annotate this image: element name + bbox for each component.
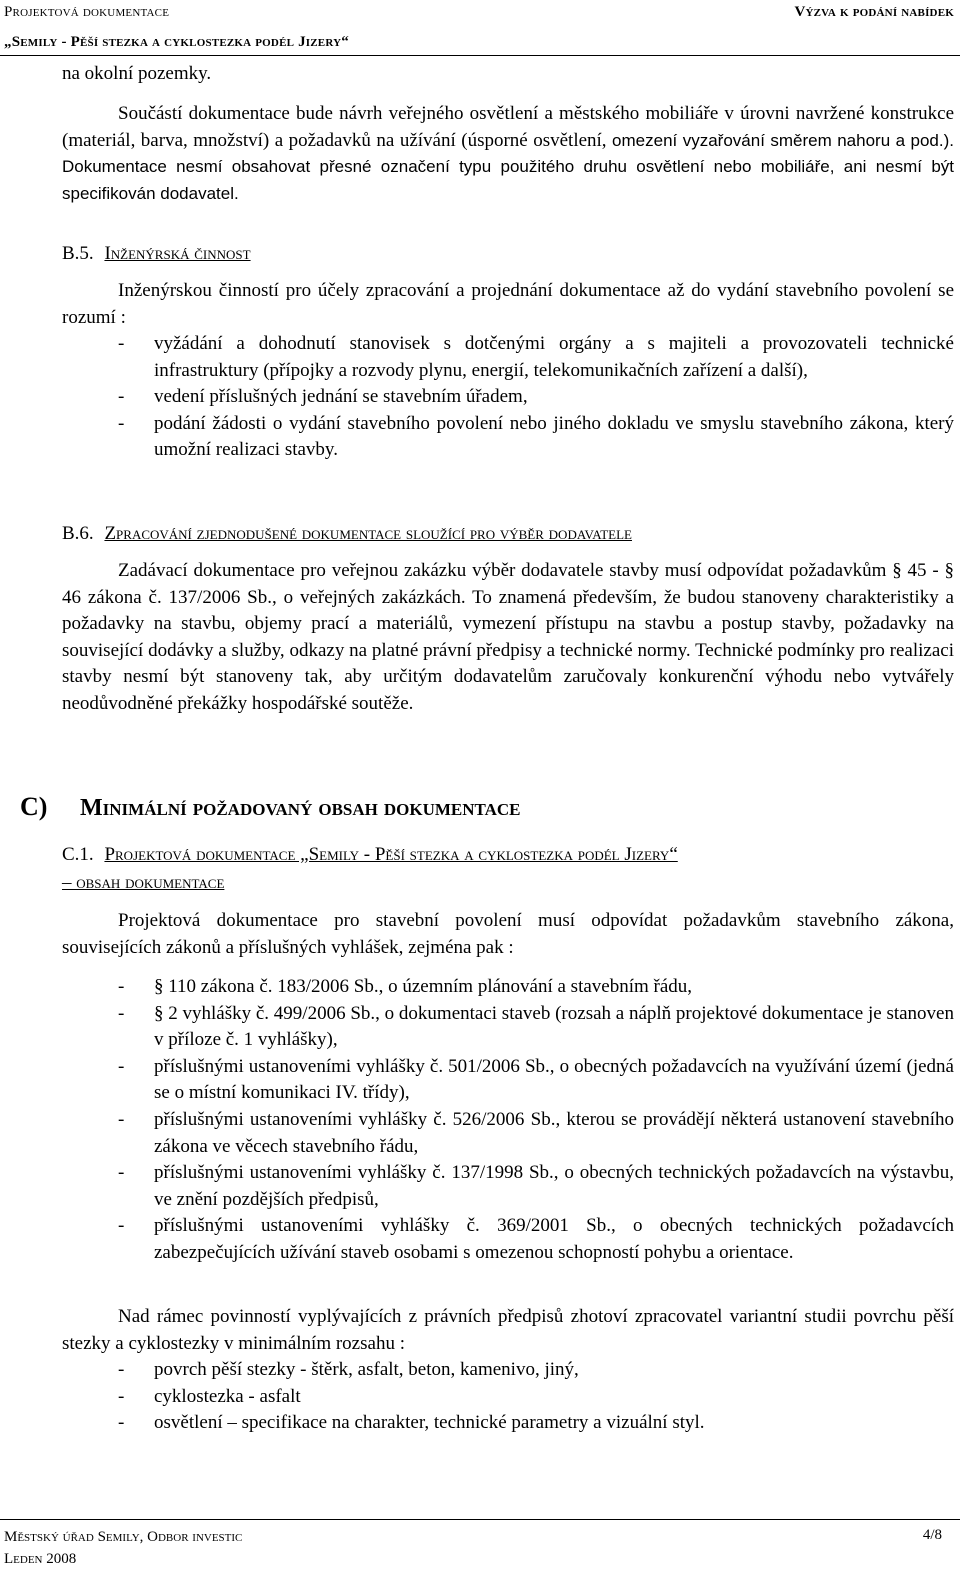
list-item: - podání žádosti o vydání stavebního povolení nebo jiného dokladu ve smyslu stavebního zákona, který umožní realizaci stavby. [118,412,954,461]
section-b6-number: B.6. [62,523,94,544]
section-b5-title: Inženýrská činnost [104,243,251,264]
section-c1-subtitle: – obsah dokumentace [62,872,225,893]
list-item: - vedení příslušných jednání se stavebním úřadem, [118,386,528,408]
section-b6-text: Zadávací dokumentace pro veřejnou zakázku výběr dodavatele stavby musí odpovídat požadavkům § 45 - § 46 zákona č. 137/2006 Sb., o veřejných zakázkách. To znamená především, že budou stanoveny charakteristiky a požadavky na stavbu, objemy prací a materiálů, vymezení přístupu na stavbu a postup stavby, požadavky na související dodávky a služby, odkazy na platné právní předpisy a technické normy. Technické podmínky pro realizaci stavby nesmí být stanoveny tak, aby určitým dodavatelům zaručovaly konkurenční výhodu nebo vytvářely neodůvodněné překážky hospodářské soutěže. [62,560,954,714]
list-item: - cyklostezka - asfalt [118,1385,301,1407]
section-c-heading [20,792,521,822]
footer-page-number: 4/8 [922,1527,942,1543]
list-item: - příslušnými ustanoveními vyhlášky č. 369/2001 Sb., o obecných technických požadavcích zabezpečujících užívání staveb osobami s omezenou schopností pohybu a orientace. [118,1215,954,1263]
footer-rule [0,1519,960,1520]
study-list [62,1357,954,1437]
list-item: - příslušnými ustanoveními vyhlášky č. 501/2006 Sb., o obecných požadavcích na využívání území (jedná se o místní komunikaci IV. třídy), [118,1055,954,1104]
study-intro: Nad rámec povinností vyplývajících z právních předpisů zhotoví zpracovatel variantní studii povrchu pěší stezky a cyklostezky v minimálním rozsahu : [62,1306,954,1354]
section-c1-number: C.1. [62,844,94,865]
list-item: - vyžádání a dohodnutí stanovisek s dotčenými orgány a s majiteli a provozovateli technické infrastruktury (přípojky a rozvody plynu, energií, telekomunikačních zařízení a další), [118,333,954,381]
section-b5-intro: Inženýrskou činností pro účely zpracování a projednání dokumentace až do vydání stavebního povolení se rozumí : [62,280,954,328]
section-c-letter: C) [20,792,48,821]
header-document-title: Projektová dokumentace [4,4,170,20]
footer-organization: Městský úřad Semily, Odbor investic [4,1529,243,1545]
section-b5-heading [62,242,251,266]
list-item: - § 2 vyhlášky č. 499/2006 Sb., o dokumentaci staveb (rozsah a náplň projektové dokumentace je stanoven v příloze č. 1 vyhlášky), [118,1002,954,1051]
section-b6-title: Zpracování zjednodušené dokumentace sloužící pro výběr dodavatele [104,523,632,544]
continuation-text: na okolní pozemky. [62,63,212,84]
section-c1-list [62,974,954,1267]
list-item: - § 110 zákona č. 183/2006 Sb., o územním plánování a stavebním řádu, [118,976,693,997]
section-c-title: Minimální požadovaný obsah dokumentace [80,795,521,821]
header-project-name: „Semily - Pěší stezka a cyklostezka podél Jizery“ [4,34,349,50]
header-section-title: Výzva k podání nabídek [794,4,954,20]
list-item: - příslušnými ustanoveními vyhlášky č. 137/1998 Sb., o obecných technických požadavcích na výstavbu, ve znění pozdějších předpisů, [118,1162,954,1210]
lighting-text-serif: Součástí dokumentace bude návrh veřejného osvětlení a městského mobiliáře v úrovni navržené konstrukce (materiál, barva, množství) a požadavků na užívání (úsporné osvětlení, [62,103,954,151]
section-c1-heading [62,843,678,867]
section-c1-title: Projektová dokumentace „Semily - Pěší stezka a cyklostezka podél Jizery“ [104,844,678,865]
section-c1-intro: Projektová dokumentace pro stavební povolení musí odpovídat požadavkům stavebního zákona, souvisejících zákonů a příslušných vyhlášek, zejména pak : [62,910,954,958]
list-item: - příslušnými ustanoveními vyhlášky č. 526/2006 Sb., kterou se provádějí některá ustanovení stavebního zákona ve věcech stavebního řádu, [118,1108,954,1157]
section-b5-number: B.5. [62,243,94,264]
list-item: - osvětlení – specifikace na charakter, technické parametry a vizuální styl. [118,1412,705,1434]
header-rule [0,55,960,56]
lighting-paragraph [62,101,954,207]
lighting-text-sans: omezení vyzařování směrem nahoru a pod.). Dokumentace nesmí obsahovat přesné označení typu použitého druhu osvětlení nebo mobiliáře, ani nesmí být specifikován dodavatel. [62,130,954,203]
section-b6-heading [62,522,632,546]
list-item: - povrch pěší stezky - štěrk, asfalt, beton, kamenivo, jiný, [118,1359,579,1380]
footer-date: Leden 2008 [4,1551,77,1567]
section-b5-list [62,331,954,464]
